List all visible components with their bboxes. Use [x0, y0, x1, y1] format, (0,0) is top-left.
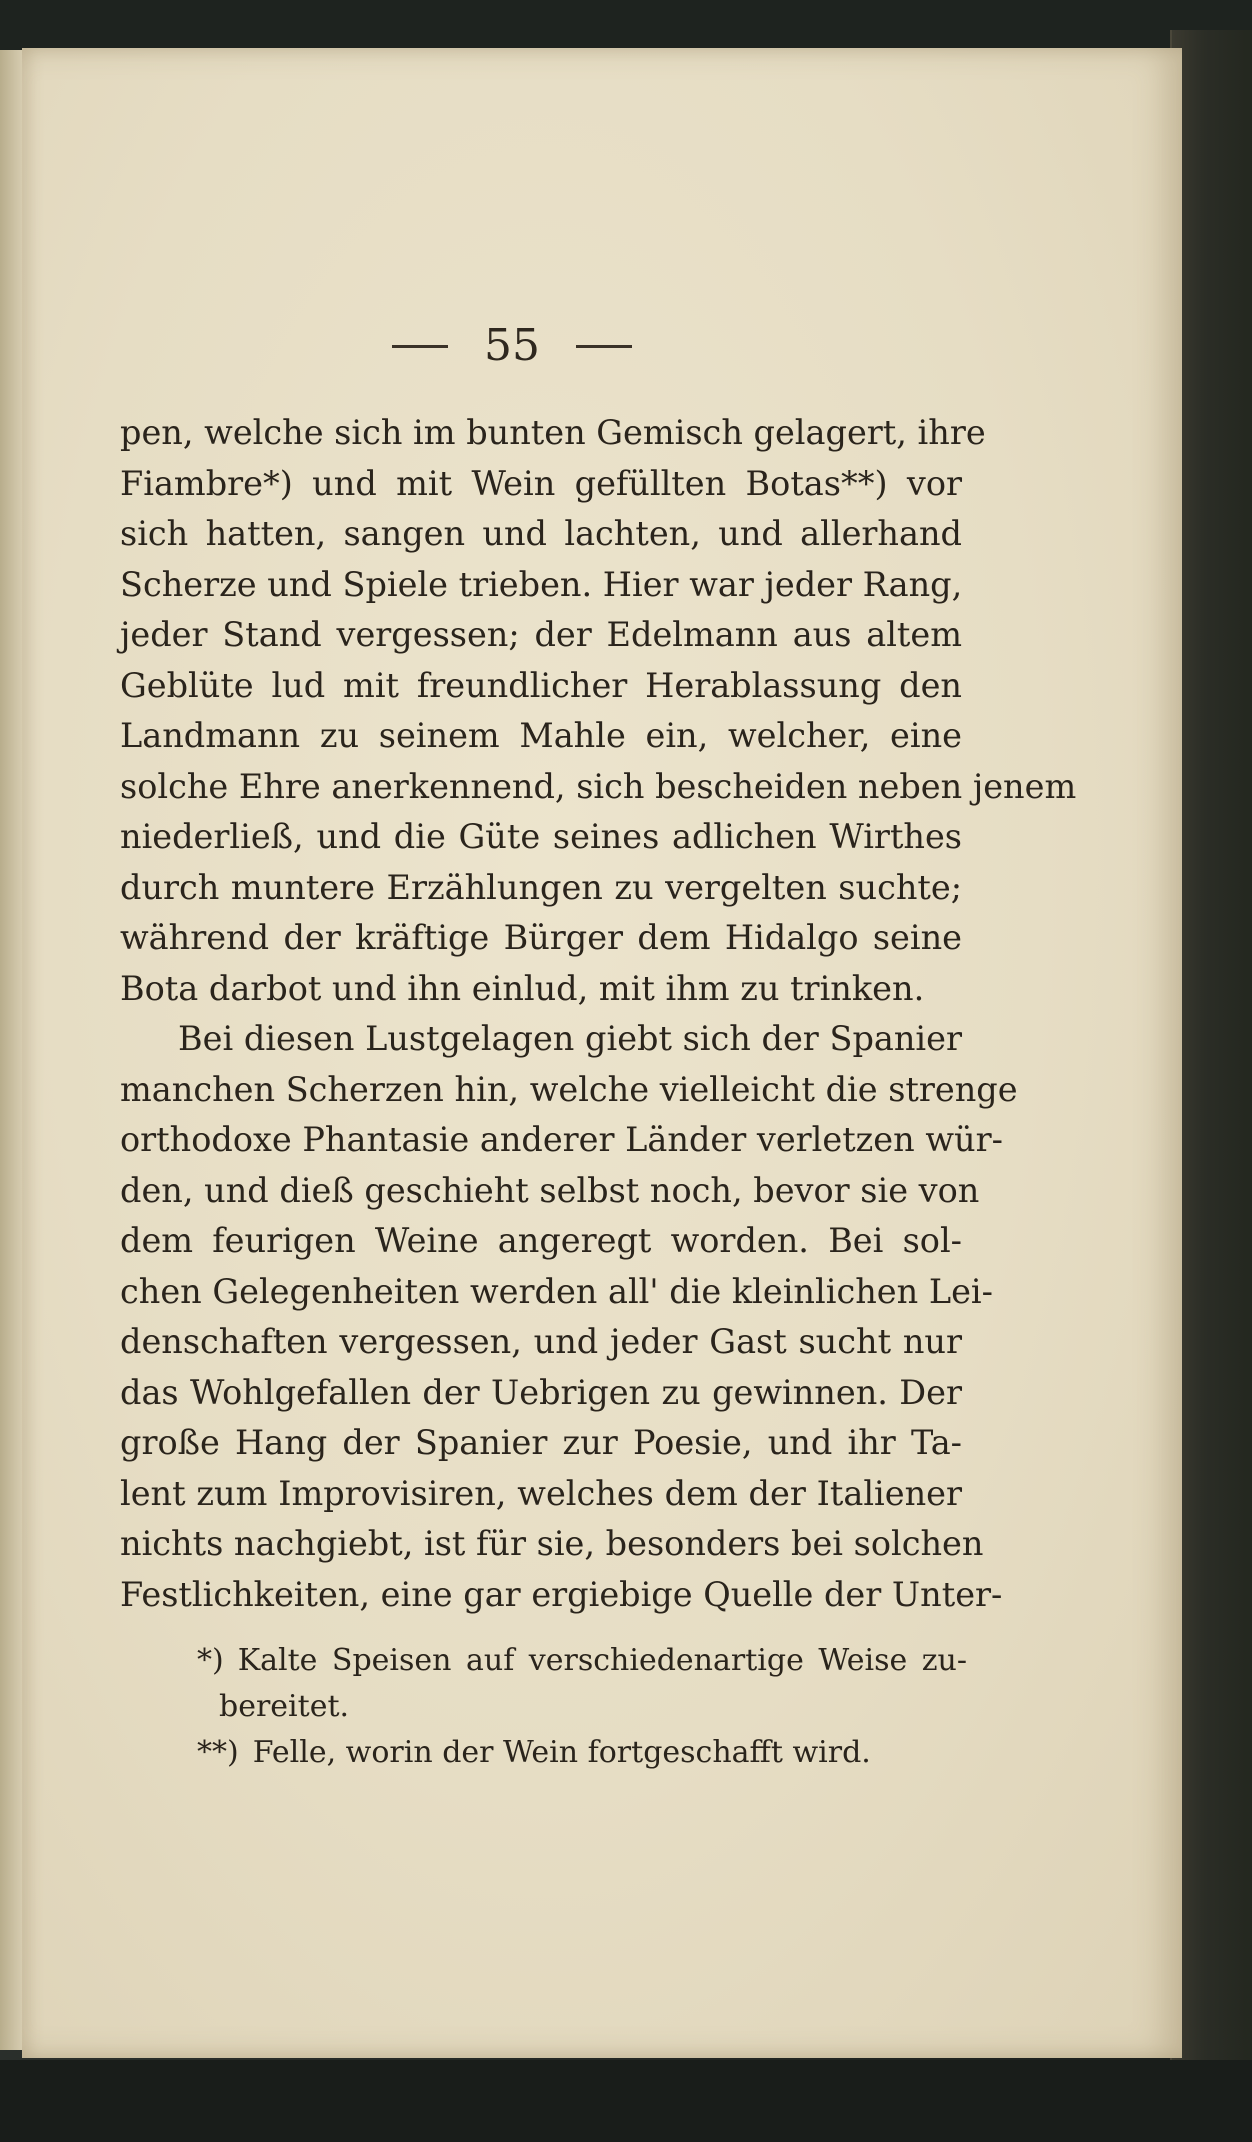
text-line: dem feurigen Weine angeregt worden. Bei sol- [120, 1221, 962, 1260]
footnote-2 [197, 1730, 967, 1776]
text-line: Landmann zu seinem Mahle ein, welcher, eine [120, 716, 962, 755]
previous-page-edge [0, 50, 22, 2050]
footnote-marker: *) [197, 1643, 224, 1678]
text-line: große Hang der Spanier zur Poesie, und ihr Ta- [120, 1423, 962, 1462]
text-line: das Wohlgefallen der Uebrigen zu gewinnen. Der [120, 1372, 962, 1412]
footnote-text: Kalte Speisen auf verschiedenartige Weise zu- [237, 1643, 967, 1678]
header-dash-right [576, 345, 632, 348]
text-line: lent zum Improvisiren, welches dem der Italiener [120, 1473, 962, 1513]
header-dash-left [392, 345, 448, 348]
text-line: jeder Stand vergessen; der Edelmann aus altem [120, 615, 962, 654]
cover-top-edge [0, 0, 1252, 50]
text-line: nichts nachgiebt, ist für sie, besonders bei solchen [120, 1524, 984, 1563]
text-line: chen Gelegenheiten werden all' die kleinlichen Lei- [120, 1271, 993, 1311]
page-number: 55 [484, 320, 540, 371]
text-line: Scherze und Spiele trieben. Hier war jeder Rang, [120, 564, 963, 604]
text-line: Fiambre*) und mit Wein gefüllten Botas**) vor [120, 463, 962, 503]
text-line: niederließ, und die Güte seines adlichen Wirthes [120, 817, 962, 856]
body-text [120, 408, 1077, 1620]
text-line: während der kräftige Bürger dem Hidalgo seine [120, 918, 962, 957]
text-line: pen, welche sich im bunten Gemisch gelagert, ihre [120, 413, 986, 452]
text-line: Geblüte lud mit freundlicher Herablassung den [120, 665, 962, 705]
text-line: sich hatten, sangen und lachten, und allerhand [120, 514, 962, 553]
cover-bottom-edge [0, 2060, 1252, 2142]
footnote-1-continuation: bereitet. [219, 1689, 350, 1724]
text-line: den, und dieß geschieht selbst noch, bevor sie von [120, 1170, 980, 1210]
footnotes [197, 1638, 967, 1776]
book-page [22, 48, 1182, 2058]
text-line: manchen Scherzen hin, welche vielleicht die strenge [120, 1069, 1018, 1109]
text-line: denschaften vergessen, und jeder Gast sucht nur [120, 1322, 962, 1361]
text-line: Festlichkeiten, eine gar ergiebige Quelle der Unter- [120, 1574, 1003, 1614]
page-header [392, 316, 692, 376]
footnote-marker: **) [197, 1735, 239, 1770]
text-line: Bei diesen Lustgelagen giebt sich der Spanier [178, 1019, 962, 1058]
text-line: solche Ehre anerkennend, sich bescheiden neben jenem [120, 766, 1077, 806]
text-line: Bota darbot und ihn einlud, mit ihm zu trinken. [120, 968, 925, 1008]
text-line: durch muntere Erzählungen zu vergelten suchte; [120, 867, 962, 907]
book-cover-right [1170, 30, 1252, 2110]
footnote-1 [197, 1638, 967, 1684]
footnote-text: Felle, worin der Wein fortgeschafft wird. [252, 1735, 871, 1770]
text-line: orthodoxe Phantasie anderer Länder verletzen wür- [120, 1120, 1003, 1159]
